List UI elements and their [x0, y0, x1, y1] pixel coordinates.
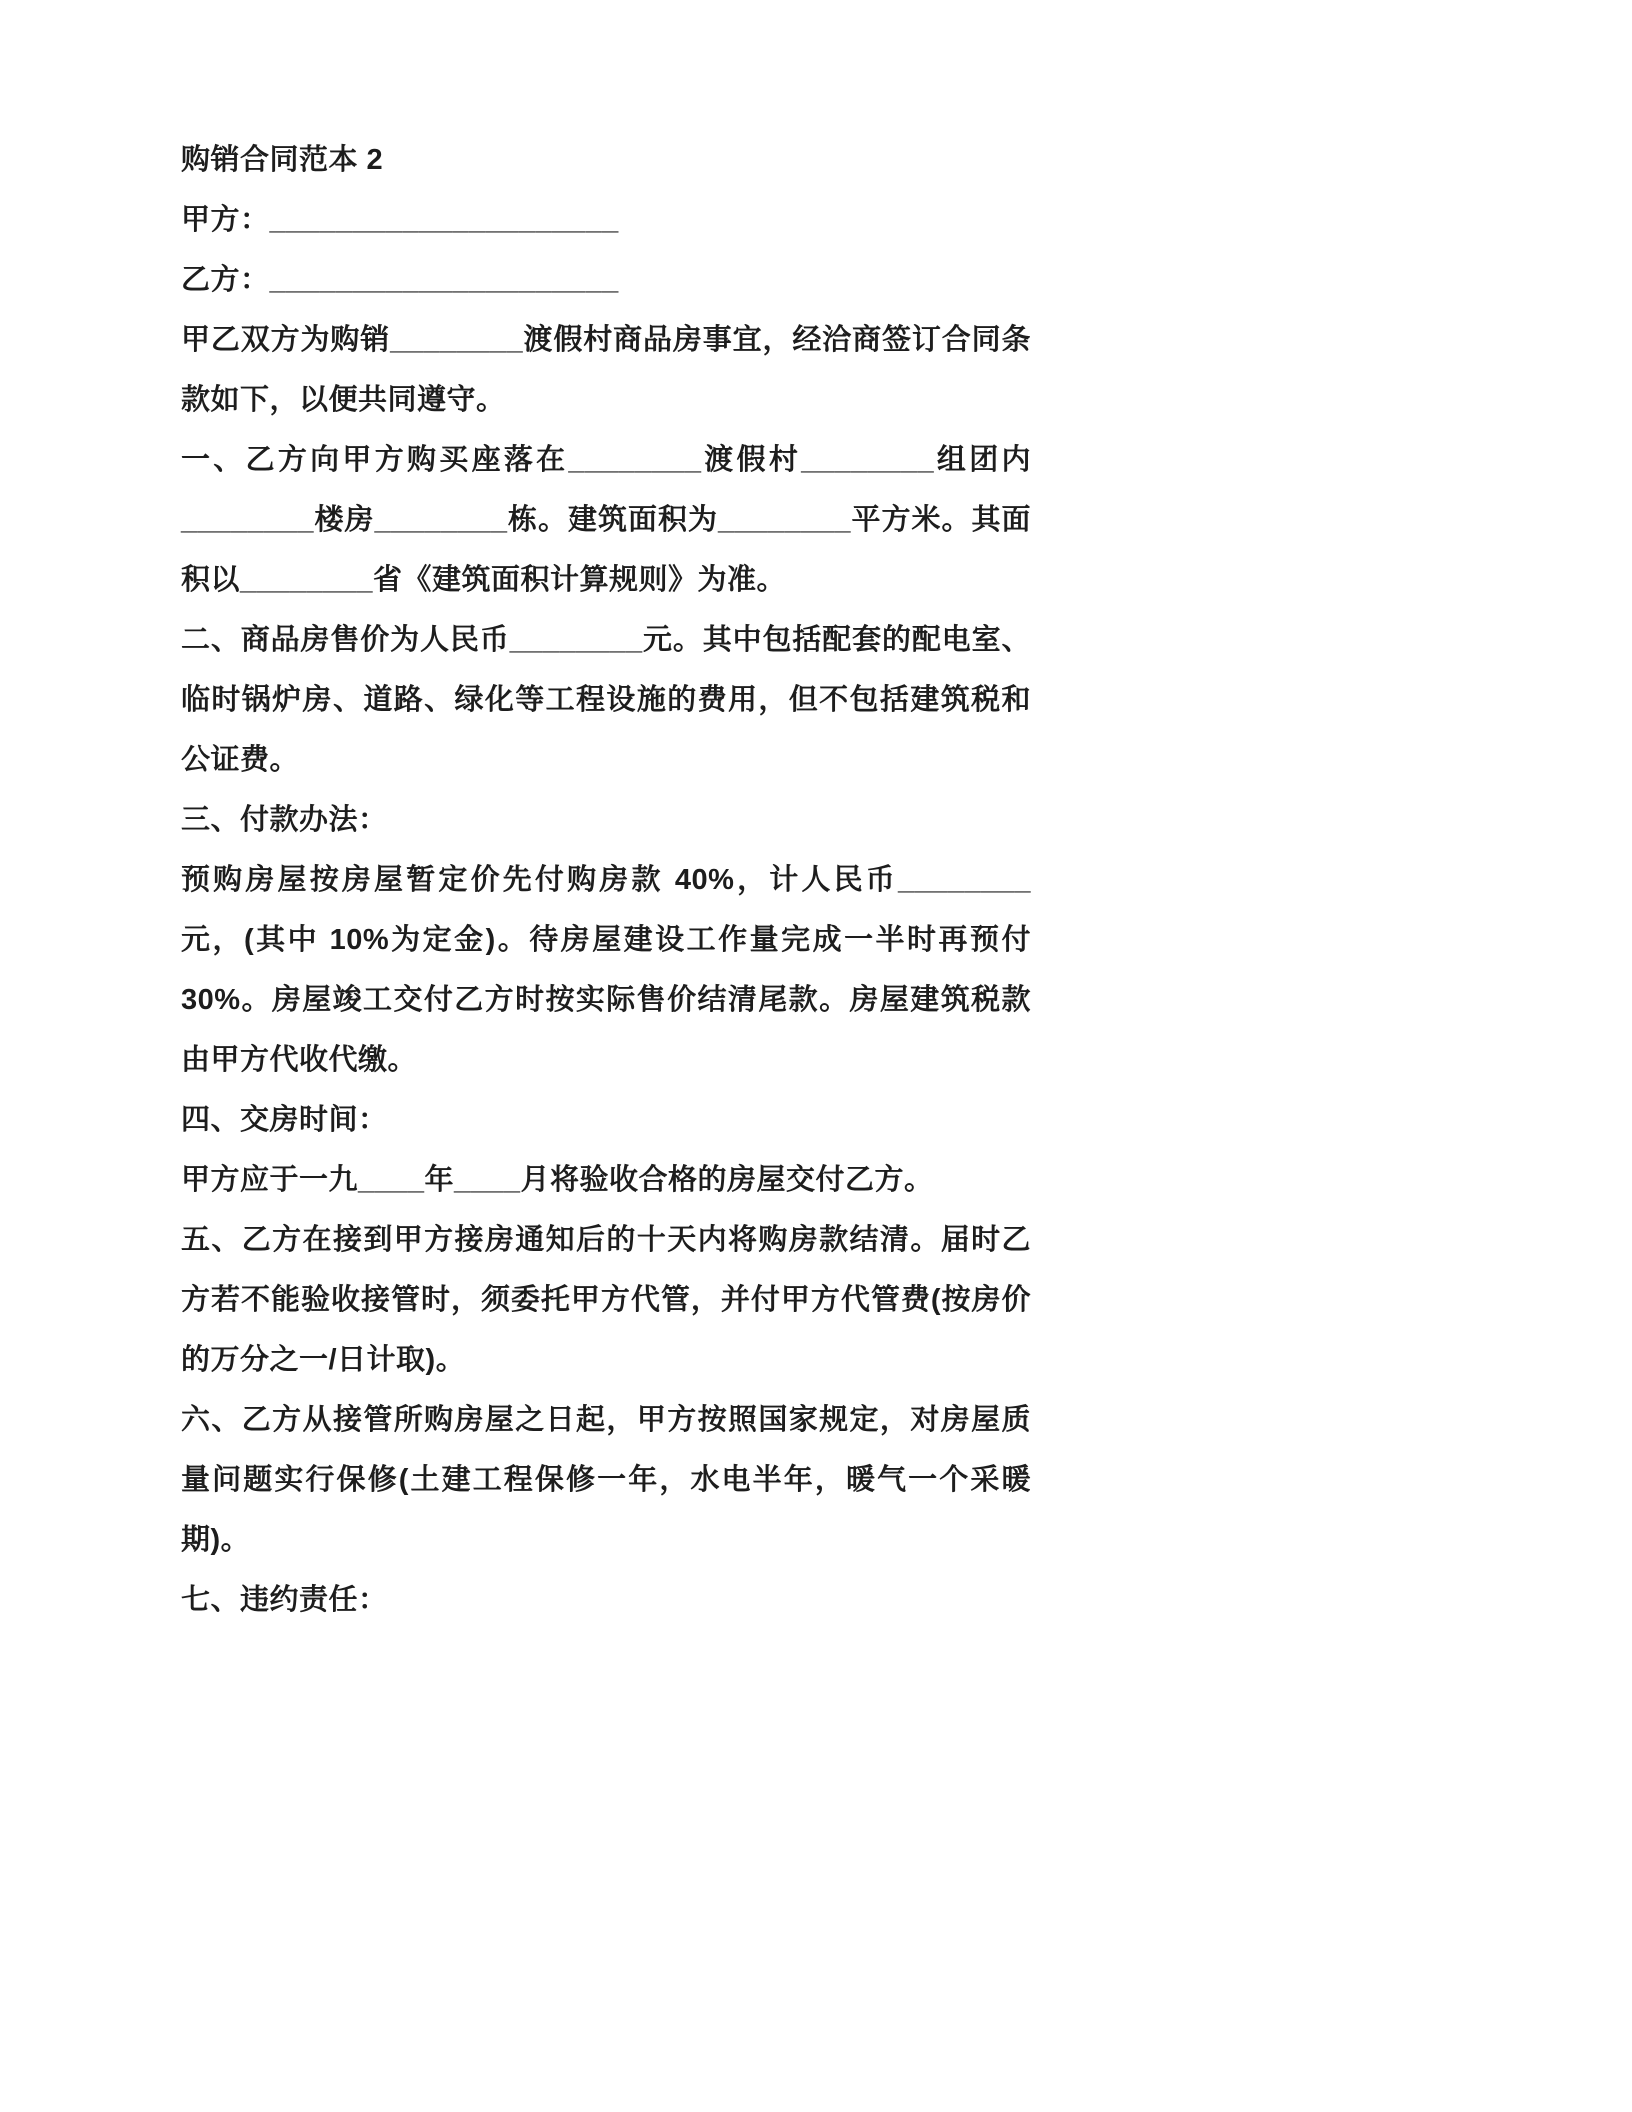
party-a-blank-line: 甲方：_____________________ [181, 204, 619, 236]
clause-6-paragraph: 六、乙方从接管所购房屋之日起，甲方按照国家规定，对房屋质量问题实行保修(土建工程保修一年，水电半年，暖气一个采暖期)。 [181, 1404, 1031, 1556]
clause-3-payment-paragraph: 预购房屋按房屋暂定价先付购房款 40%，计人民币________元，(其中 10%为定金)。待房屋建设工作量完成一半时再预付 30%。房屋竣工交付乙方时按实际售价结清尾款。房屋建筑税款由甲方代收代缴。 [181, 864, 1031, 1076]
contract-body [181, 130, 1031, 1630]
preamble-paragraph: 甲乙双方为购销________渡假村商品房事宜，经洽商签订合同条款如下，以便共同遵守。 [181, 324, 1031, 416]
document-title: 购销合同范本 2 [181, 144, 384, 176]
clause-5-paragraph: 五、乙方在接到甲方接房通知后的十天内将购房款结清。届时乙方若不能验收接管时，须委托甲方代管，并付甲方代管费(按房价的万分之一/日计取)。 [181, 1224, 1031, 1376]
clause-4-delivery-paragraph: 甲方应于一九____年____月将验收合格的房屋交付乙方。 [181, 1164, 934, 1196]
party-b-blank-line: 乙方：_____________________ [181, 264, 619, 296]
clause-2-paragraph: 二、商品房售价为人民币________元。其中包括配套的配电室、临时锅炉房、道路、绿化等工程设施的费用，但不包括建筑税和公证费。 [181, 624, 1031, 776]
clause-1-paragraph: 一、乙方向甲方购买座落在________渡假村________组团内________楼房________栋。建筑面积为________平方米。其面积以________省《建筑面积计算规则》为准。 [181, 444, 1031, 596]
clause-4-heading: 四、交房时间： [181, 1104, 388, 1136]
clause-3-heading: 三、付款办法： [181, 804, 388, 836]
clause-7-heading: 七、违约责任： [181, 1584, 388, 1616]
